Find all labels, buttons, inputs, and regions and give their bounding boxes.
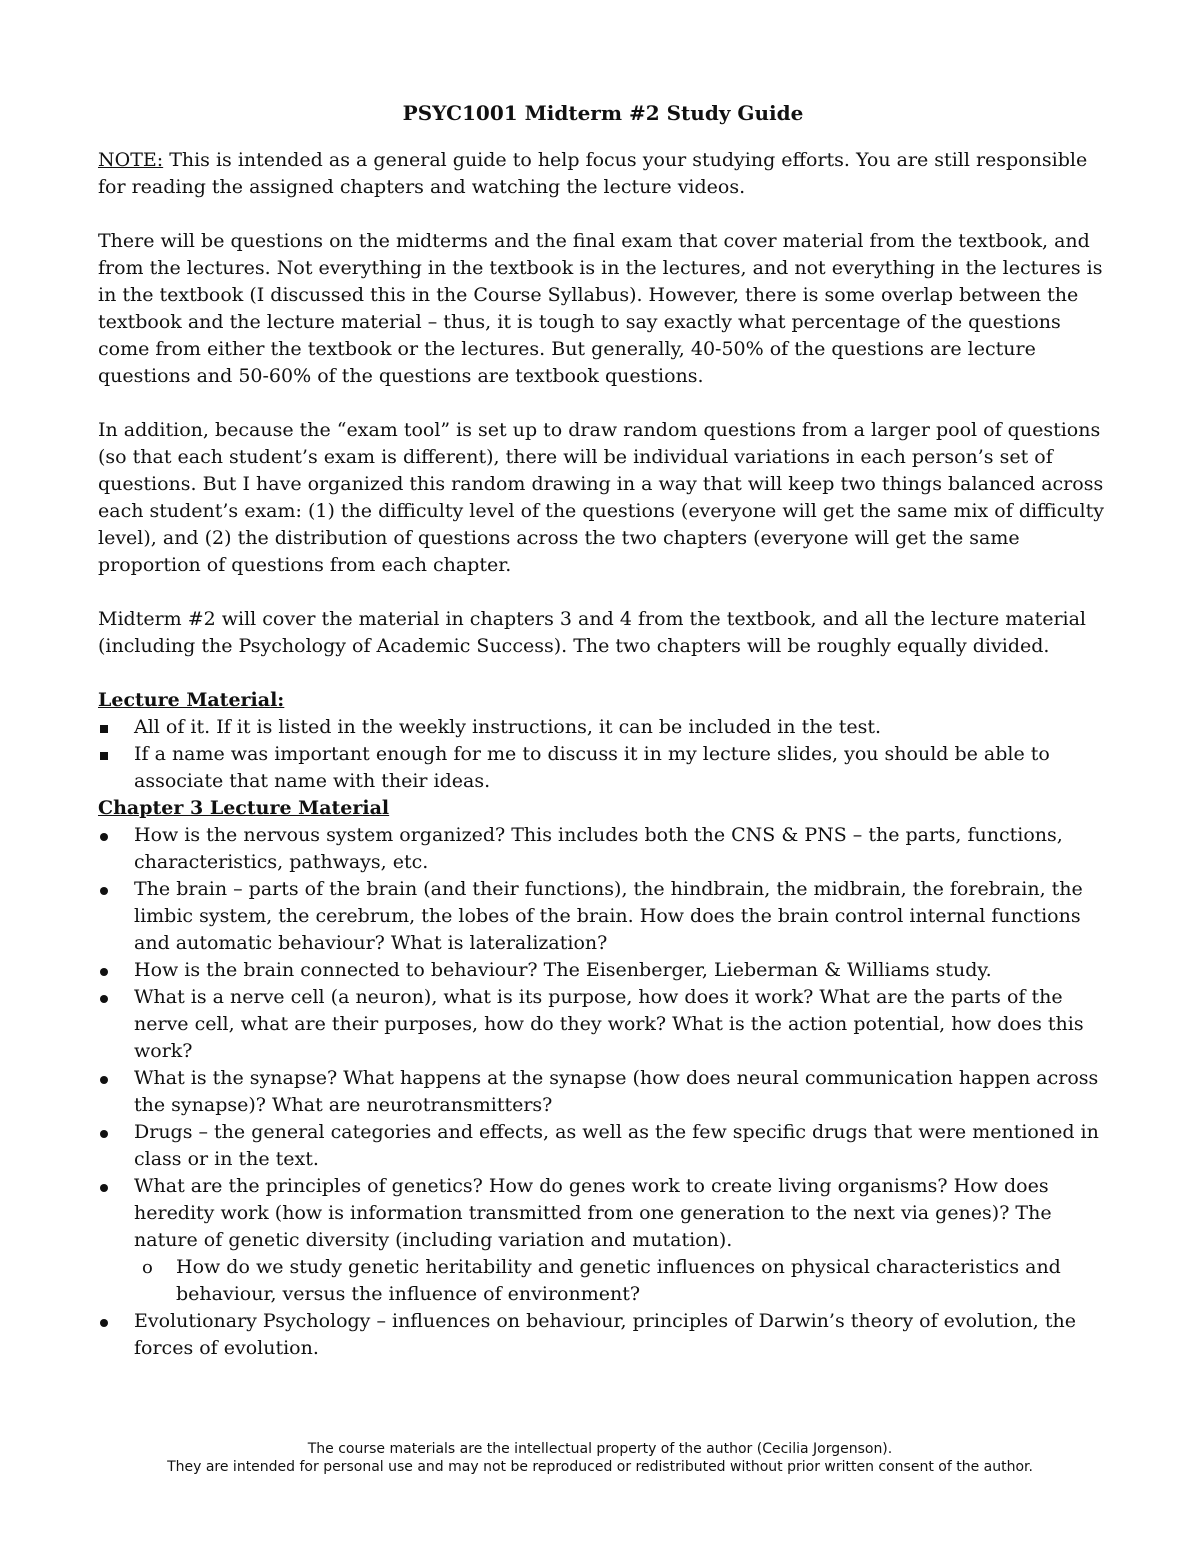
list-item: What are the principles of genetics? How do genes work to create living organisms? How does heredity work (how is information transmitted from one generation to the next via genes)? The nature of genetic diversity (including variation and mutation). — [98, 1173, 1108, 1254]
page-footer — [0, 1440, 1200, 1476]
list-item: How is the brain connected to behaviour? The Eisenberger, Lieberman & Williams study. — [98, 957, 1108, 984]
round-bullet-icon — [100, 957, 120, 984]
footer-line-1: The course materials are the intellectual property of the author (Cecilia Jorgenson). — [307, 1441, 893, 1457]
round-bullet-icon — [100, 1308, 120, 1335]
paragraph-exam-tool: In addition, because the “exam tool” is set up to draw random questions from a larger pool of questions (so that each student’s exam is different), there will be individual variations in each person’s set of questions. But I have organized this random drawing in a way that will keep two things balanced across each student’s exam: (1) the difficulty level of the questions (everyone will get the same mix of difficulty level), and (2) the distribution of questions across the two chapters (everyone will get the same proportion of questions from each chapter. — [98, 419, 1104, 576]
list-item: Evolutionary Psychology – influences on behaviour, principles of Darwin’s theory of evolution, the forces of evolution. — [98, 1308, 1108, 1362]
sub-list-item: o How do we study genetic heritability and genetic influences on physical characteristics and behaviour, versus the influence of environment? — [142, 1256, 1061, 1305]
list-item: What is a nerve cell (a neuron), what is its purpose, how does it work? What are the parts of the nerve cell, what are their purposes, how do they work? What is the action potential, how does this work? — [98, 984, 1108, 1065]
round-bullet-icon — [100, 1065, 120, 1092]
square-bullet-icon — [100, 714, 120, 741]
round-bullet-icon — [100, 984, 120, 1011]
paragraph-midterm-coverage: Midterm #2 will cover the material in chapters 3 and 4 from the textbook, and all the lecture material (including the Psychology of Academic Success). The two chapters will be roughly equally divided. — [98, 608, 1087, 657]
list-item: What is the synapse? What happens at the synapse (how does neural communication happen across the synapse)? What are neurotransmitters? — [98, 1065, 1108, 1119]
round-bullet-icon — [100, 876, 120, 903]
lecture-material-list — [98, 714, 1108, 795]
note-label: NOTE: — [98, 149, 164, 171]
paragraph-exam-sources: There will be questions on the midterms and the final exam that cover material from the textbook, and from the lectures. Not everything in the textbook is in the lectures, and not everything in the lectures is in the textbook (I discussed this in the Course Syllabus). However, there is some overlap between the textbook and the lecture material – thus, it is tough to say exactly what percentage of the questions come from either the textbook or the lectures. But generally, 40-50% of the questions are lecture questions and 50-60% of the questions are textbook questions. — [98, 230, 1103, 387]
list-item: All of it. If it is listed in the weekly instructions, it can be included in the test. — [98, 714, 1108, 741]
list-item: If a name was important enough for me to discuss it in my lecture slides, you should be able to associate that name with their ideas. — [98, 741, 1108, 795]
round-bullet-icon — [100, 1173, 120, 1200]
page-title: PSYC1001 Midterm #2 Study Guide — [402, 101, 804, 125]
chapter3-heading: Chapter 3 Lecture Material — [98, 797, 390, 819]
square-bullet-icon — [100, 741, 120, 768]
list-item: Drugs – the general categories and effects, as well as the few specific drugs that were mentioned in class or in the text. — [98, 1119, 1108, 1173]
note-paragraph — [98, 147, 1108, 201]
lecture-material-heading: Lecture Material: — [98, 689, 285, 711]
list-item: How is the nervous system organized? This includes both the CNS & PNS – the parts, functions, characteristics, pathways, etc. — [98, 822, 1108, 876]
footer-line-2: They are intended for personal use and may not be reproduced or redistributed without prior written consent of the author. — [167, 1459, 1033, 1475]
note-text: This is intended as a general guide to help focus your studying efforts. You are still responsible for reading the assigned chapters and watching the lecture videos. — [98, 149, 1088, 198]
circle-bullet-icon: o — [142, 1257, 153, 1278]
round-bullet-icon — [100, 822, 120, 849]
list-item: The brain – parts of the brain (and their functions), the hindbrain, the midbrain, the forebrain, the limbic system, the cerebrum, the lobes of the brain. How does the brain control internal functions and automatic behaviour? What is lateralization? — [98, 876, 1108, 957]
round-bullet-icon — [100, 1119, 120, 1146]
document-page — [98, 100, 1108, 1362]
chapter3-list — [98, 822, 1108, 1362]
